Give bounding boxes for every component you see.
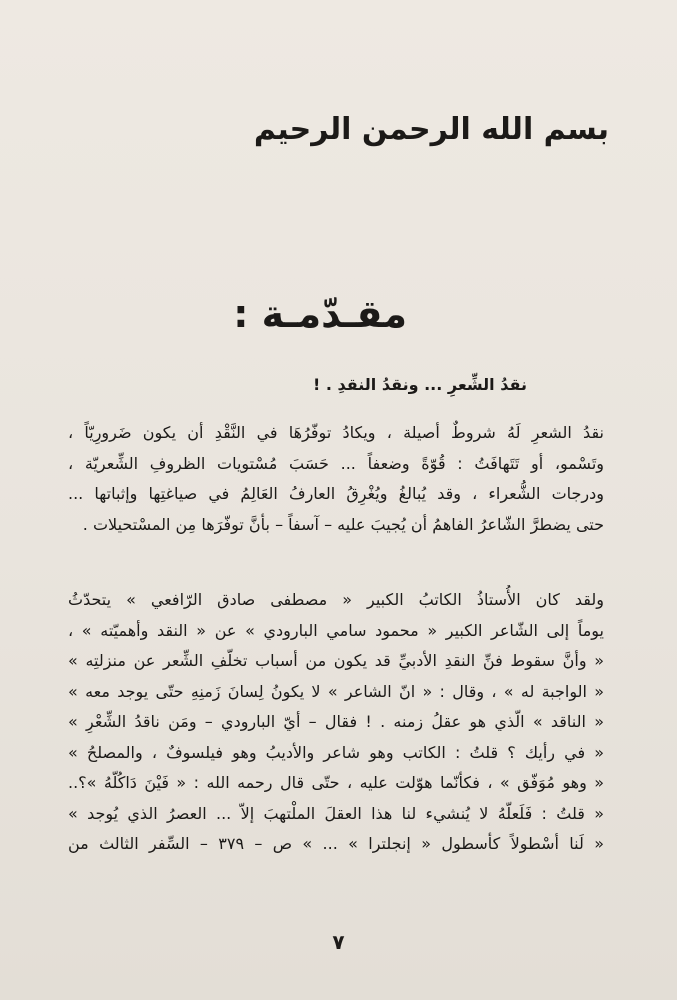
paragraph-1 (68, 418, 604, 540)
text-line: يوماً إلى الشّاعر الكبير « محمود سامي البارودي » عن « النقد وأهميّته » ، (68, 620, 604, 640)
section-subtitle: نقدُ الشِّعرِ ... ونقدُ النقدِ . ! (312, 375, 527, 394)
text-line: حتى يضطرَّ الشّاعرُ الفاهمُ أن يُجيبَ عليه – آسفاً – بأنَّ توفّرَها مِن المسْتحيلات . (82, 514, 604, 534)
page-number: ٧ (332, 930, 345, 954)
basmala-calligraphy: بسم الله الرحمن الرحيم (253, 112, 609, 147)
text-line: ولقد كان الأُستاذُ الكاتبُ الكبير « مصطفى صادق الرّافعي » يتحدّثُ (68, 590, 604, 609)
text-line: « قلتُ : فَلَعلّهُ لا يُنشيء لنا هذا العقلَ الملْتهبَ إلاّ ... العصرُ الذي يُوجد » (68, 803, 604, 823)
text-line: « الناقد » الّذي هو عقلُ زمنه . ! فقال – أيّ البارودي – ومَن ناقدُ الشِّعْرِ » (68, 712, 604, 731)
text-line: « لَنا أسْطولاً كأسطول « إنجلترا » ... » ص – ٣٧٩ – السِّفر الثالث من (68, 834, 604, 853)
text-line: « وهو مُوَفّق » ، فكأنّما هوّلت عليه ، حتّى قال رحمه الله : « فَيْنَ دَاكُلّهُ »؟.. (68, 773, 604, 792)
text-line: « وأنَّ سقوط فنِّ النقدِ الأدبيِّ قد يكون من أسباب تخلّفِ الشِّعر عن منزلتِه » (68, 651, 604, 670)
page-heading: مقـدّمـة : (233, 292, 407, 336)
text-line: وتَسْمو، أو تَتَهافَتُ : قُوّةً وضعفاً ... حَسَبَ مُسْتويات الظروفِ الشِّعريّة ، (68, 453, 604, 473)
text-line: نقدُ الشعرِ لَهُ شروطٌ أصيلة ، ويكادُ توفّرُهَا في النَّقْدِ أن يكون ضَرورِيّاً ، (68, 423, 604, 442)
paragraph-2 (68, 585, 604, 860)
text-line: « الواجبة له » ، وقال : « انّ الشاعر » لا يكونُ لِسانَ زَمنِهِ حتّى يوجد معه » (68, 681, 604, 701)
text-line: ودرجات الشُّعراء ، وقد يُبالغُ ويُغْرِقُ العارفُ العَالِمُ في صياغتِها وإثباتها ... (68, 484, 604, 503)
text-line: « في رأيك ؟ قلتُ : الكاتب وهو شاعر والأديبُ وهو فيلسوفٌ ، والمصلحُ » (68, 742, 604, 762)
